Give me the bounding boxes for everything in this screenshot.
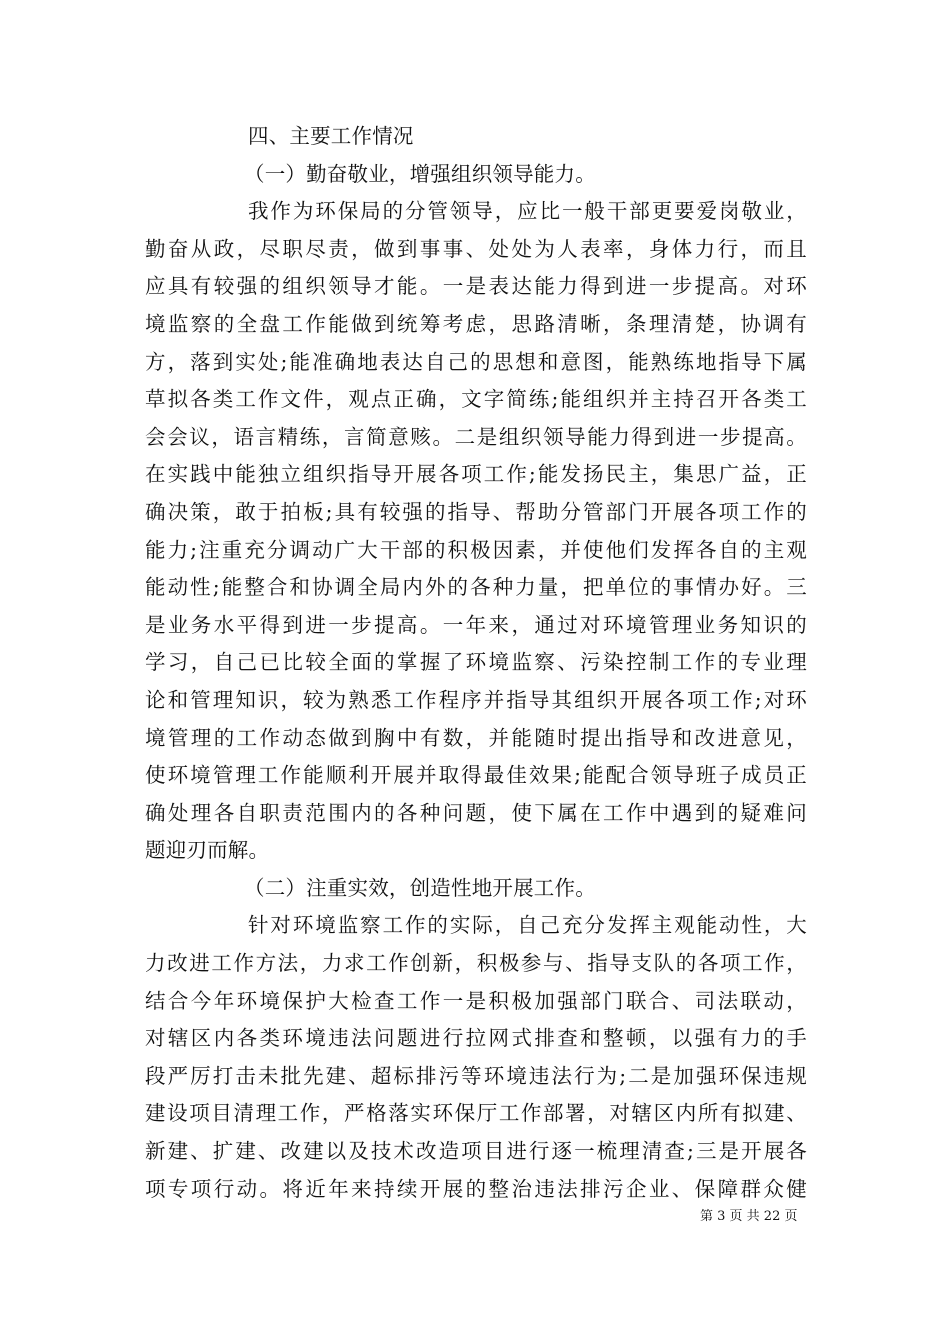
paragraph-line: 会会议，语言精练，言简意赅。二是组织领导能力得到进一步提高。 [145,424,807,449]
paragraph-line: 针对环境监察工作的实际，自己充分发挥主观能动性，大 [248,913,807,938]
paragraph-line: 应具有较强的组织领导才能。一是表达能力得到进一步提高。对环 [145,274,807,299]
paragraph-line: 新建、扩建、改建以及技术改造项目进行逐一梳理清查;三是开展各 [145,1139,807,1164]
section-1-title: （一）勤奋敬业，增强组织领导能力。 [244,161,596,186]
paragraph-line: 学习，自己已比较全面的掌握了环境监察、污染控制工作的专业理 [145,650,807,675]
paragraph-line: 论和管理知识，较为熟悉工作程序并指导其组织开展各项工作;对环 [145,687,807,712]
section-2-title: （二）注重实效，创造性地开展工作。 [244,875,596,900]
paragraph-line: 力改进工作方法，力求工作创新，积极参与、指导支队的各项工作， [145,951,807,976]
paragraph-line: 段严厉打击未批先建、超标排污等环境违法行为;二是加强环保违规 [145,1063,807,1088]
paragraph-line: 使环境管理工作能顺利开展并取得最佳效果;能配合领导班子成员正 [145,763,807,788]
paragraph-line: 题迎刃而解。 [145,838,270,863]
paragraph-line: 在实践中能独立组织指导开展各项工作;能发扬民主，集思广益，正 [145,462,807,487]
paragraph-line: 是业务水平得到进一步提高。一年来，通过对环境管理业务知识的 [145,612,807,637]
section-heading-main: 四、主要工作情况 [248,124,414,148]
paragraph-line: 结合今年环境保护大检查工作一是积极加强部门联合、司法联动， [145,988,807,1013]
page-number-footer: 第 3 页 共 22 页 [700,1209,798,1224]
paragraph-line: 境管理的工作动态做到胸中有数，并能随时提出指导和改进意见， [145,725,807,750]
paragraph-line: 确决策，敢于拍板;具有较强的指导、帮助分管部门开展各项工作的 [145,499,807,524]
paragraph-line: 境监察的全盘工作能做到统筹考虑，思路清晰，条理清楚，协调有 [145,311,807,336]
paragraph-line: 方，落到实处;能准确地表达自己的思想和意图，能熟练地指导下属 [145,349,807,374]
paragraph-line: 我作为环保局的分管领导，应比一般干部更要爱岗敬业， [248,199,807,224]
paragraph-line: 能动性;能整合和协调全局内外的各种力量，把单位的事情办好。三 [145,575,807,600]
paragraph-line: 确处理各自职责范围内的各种问题，使下属在工作中遇到的疑难问 [145,800,807,825]
paragraph-line: 勤奋从政，尽职尽责，做到事事、处处为人表率，身体力行，而且 [145,236,807,261]
paragraph-line: 能力;注重充分调动广大干部的积极因素，并使他们发挥各自的主观 [145,537,807,562]
document-body [145,118,807,1208]
paragraph-line: 草拟各类工作文件，观点正确，文字简练;能组织并主持召开各类工 [145,387,807,412]
paragraph-line: 项专项行动。将近年来持续开展的整治违法排污企业、保障群众健 [145,1176,807,1201]
paragraph-line: 建设项目清理工作，严格落实环保厅工作部署，对辖区内所有拟建、 [145,1101,807,1126]
paragraph-line: 对辖区内各类环境违法问题进行拉网式排查和整顿，以强有力的手 [145,1026,807,1051]
